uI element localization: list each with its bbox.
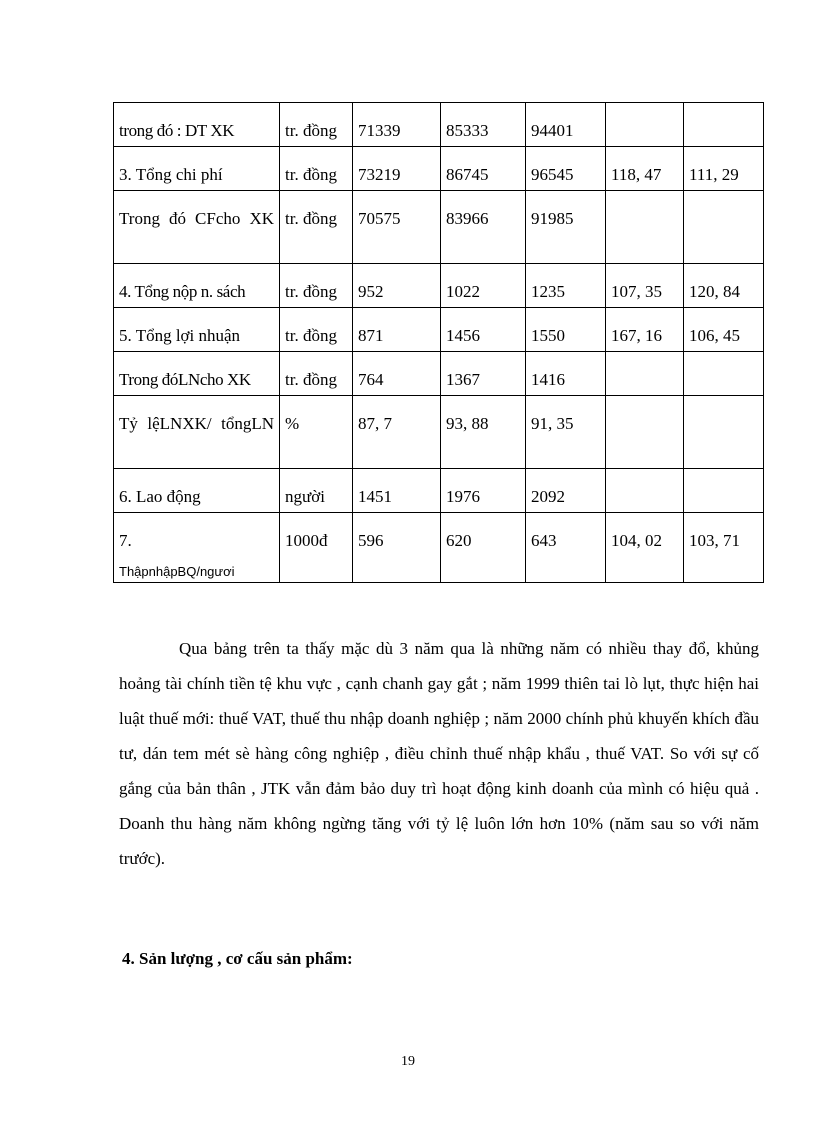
row-ratio-1: 118, 47 — [606, 147, 684, 191]
table-row — [114, 352, 764, 396]
row-label: 4. Tổng nộp n. sách — [114, 264, 280, 308]
row-label: 6. Lao động — [114, 469, 280, 513]
row-ratio-2: 120, 84 — [684, 264, 764, 308]
row-label: Trong đó CFcho XK — [114, 191, 280, 264]
row-value-3: 91985 — [526, 191, 606, 264]
row-value-2: 85333 — [441, 103, 526, 147]
row-value-1: 952 — [353, 264, 441, 308]
row-unit: tr. đồng — [280, 352, 353, 396]
row-ratio-2 — [684, 469, 764, 513]
row-value-1: 73219 — [353, 147, 441, 191]
row-value-2: 1456 — [441, 308, 526, 352]
row-value-1: 871 — [353, 308, 441, 352]
body-paragraph — [119, 631, 759, 876]
table-row — [114, 147, 764, 191]
row-value-2: 93, 88 — [441, 396, 526, 469]
row-value-1: 71339 — [353, 103, 441, 147]
row-value-3: 1550 — [526, 308, 606, 352]
row-value-2: 83966 — [441, 191, 526, 264]
body-paragraph-text: Qua bảng trên ta thấy mặc dù 3 năm qua là những năm có nhiều thay đổ, khủng hoảng tài chính tiền tệ khu vực , cạnh chanh gay gắt ; năm 1999 thiên tai lò lụt, thực hiện hai luật thuế mới: thuế VAT, thuế thu nhập doanh nghiệp ; năm 2000 chính phủ khuyến khích đầu tư, dán tem mét sè hàng công nghiệp , điều chỉnh thuế nhập khẩu , thuế VAT. So với sự cố gắng của bản thân , JTK vẫn đảm bảo duy trì hoạt động kinh doanh của mình có hiệu quả . Doanh thu hàng năm không ngừng tăng với tỷ lệ luôn lớn hơn 10% (năm sau so với năm trước). — [119, 639, 759, 868]
row-value-3: 2092 — [526, 469, 606, 513]
row-value-1: 764 — [353, 352, 441, 396]
row-unit: % — [280, 396, 353, 469]
row-value-3: 96545 — [526, 147, 606, 191]
row-ratio-1 — [606, 191, 684, 264]
row-value-3: 643 — [526, 513, 606, 583]
row-label: Trong đóLNcho XK — [114, 352, 280, 396]
row-ratio-1: 104, 02 — [606, 513, 684, 583]
row-label: 3. Tổng chi phí — [114, 147, 280, 191]
row-ratio-1 — [606, 469, 684, 513]
row-ratio-2 — [684, 103, 764, 147]
table-row — [114, 513, 764, 583]
row-ratio-2: 111, 29 — [684, 147, 764, 191]
row-ratio-2: 106, 45 — [684, 308, 764, 352]
table-row — [114, 191, 764, 264]
row-ratio-1: 167, 16 — [606, 308, 684, 352]
row-value-2: 86745 — [441, 147, 526, 191]
row-unit: 1000đ — [280, 513, 353, 583]
row-ratio-1 — [606, 352, 684, 396]
row-unit: tr. đồng — [280, 191, 353, 264]
row-label-number: 7. — [119, 531, 132, 550]
row-unit: tr. đồng — [280, 264, 353, 308]
table-row — [114, 308, 764, 352]
row-label: trong đó : DT XK — [114, 103, 280, 147]
row-ratio-1: 107, 35 — [606, 264, 684, 308]
row-value-2: 1976 — [441, 469, 526, 513]
row-label-text: ThậpnhậpBQ/ngươi — [119, 564, 235, 579]
row-value-3: 94401 — [526, 103, 606, 147]
table-row — [114, 396, 764, 469]
row-unit: tr. đồng — [280, 147, 353, 191]
page-number: 19 — [401, 1054, 415, 1069]
row-ratio-2: 103, 71 — [684, 513, 764, 583]
row-value-3: 1235 — [526, 264, 606, 308]
row-value-2: 1022 — [441, 264, 526, 308]
row-unit: tr. đồng — [280, 103, 353, 147]
row-value-1: 70575 — [353, 191, 441, 264]
row-ratio-2 — [684, 396, 764, 469]
row-value-1: 87, 7 — [353, 396, 441, 469]
row-label: 5. Tổng lợi nhuận — [114, 308, 280, 352]
row-ratio-2 — [684, 352, 764, 396]
table-row — [114, 103, 764, 147]
row-value-3: 91, 35 — [526, 396, 606, 469]
row-value-1: 1451 — [353, 469, 441, 513]
row-ratio-1 — [606, 396, 684, 469]
row-value-1: 596 — [353, 513, 441, 583]
row-value-2: 1367 — [441, 352, 526, 396]
table-row — [114, 264, 764, 308]
business-results-table — [113, 102, 764, 583]
row-label — [114, 513, 280, 583]
row-ratio-1 — [606, 103, 684, 147]
row-unit: người — [280, 469, 353, 513]
row-label: Tỷ lệLNXK/ tổngLN — [114, 396, 280, 469]
table-row — [114, 469, 764, 513]
section-heading: 4. Sản lượng , cơ cấu sản phẩm: — [122, 949, 353, 968]
row-unit: tr. đồng — [280, 308, 353, 352]
row-value-2: 620 — [441, 513, 526, 583]
row-value-3: 1416 — [526, 352, 606, 396]
row-ratio-2 — [684, 191, 764, 264]
